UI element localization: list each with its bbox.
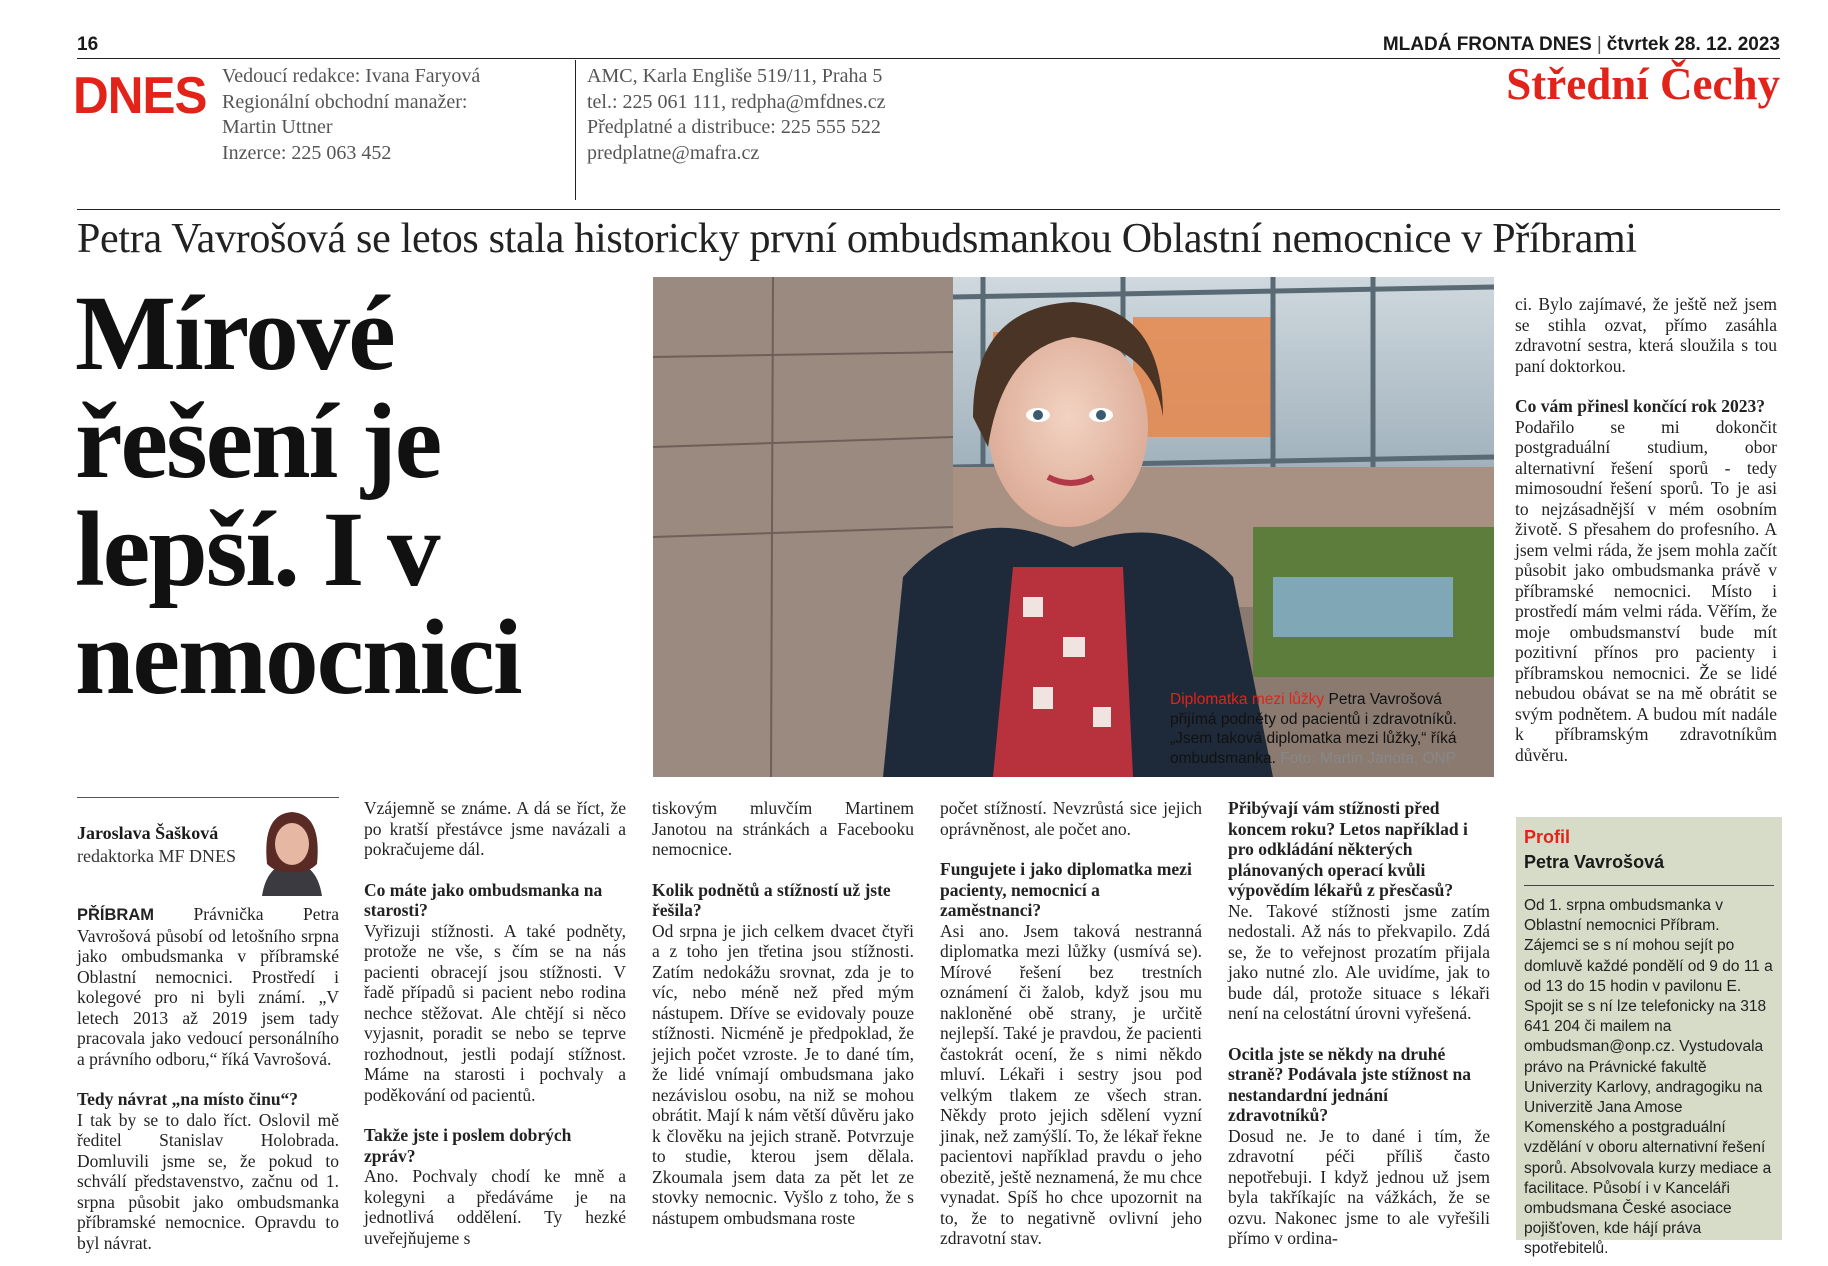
question: Tedy návrat „na místo činu“? (77, 1089, 299, 1109)
contact-line: Předplatné a distribuce: 225 555 522 (587, 116, 881, 138)
page-number: 16 (77, 34, 99, 55)
question: Kolik podnětů a stížností už jste řešila? (652, 879, 891, 920)
contact-line: predplatne@mafra.cz (587, 141, 760, 164)
staff-line: Inzerce: 225 063 452 (222, 141, 392, 164)
header-divider (575, 60, 576, 200)
staff-box (222, 64, 480, 166)
region-title: Střední Čechy (1506, 59, 1780, 109)
paragraph: Vzájemně se známe. A dá se říct, že po kratší přestávce jsme navázali a pokračujeme dál. (364, 798, 626, 859)
article-column-3 (652, 798, 914, 1228)
contact-box (587, 64, 886, 166)
dateline: PŘÍBRAM (77, 906, 154, 924)
author-avatar (247, 804, 337, 896)
article-kicker: Petra Vavrošová se letos stala historicky první ombudsmankou Oblastní nemocnice v Příbrami (77, 216, 1637, 262)
staff-line: Regionální obchodní manažer: (222, 90, 468, 113)
caption-label: Diplomatka mezi lůžky (1170, 691, 1325, 708)
staff-line: Vedoucí redakce: Ivana Faryová (222, 65, 481, 87)
answer: Asi ano. Jsem taková nestranná diplomatka mezi lůžky (usmívá se). Mírové řešení bez trestních oznámení či žalob, když jsou mu nakloněné obě strany, je určitě nejlepší. Také je pravdou, že pacienti častokrát ocení, že s nimi někdo mluví. Lékaři i sestry jsou pod velkým tlakem ze všech stran. Někdy proto jejich sdělení vyzní jinak, než zamýšlí. To, že lékař řekne pacientovi například pravdu o jeho obezitě, ještě neznamená, že mu chce vynadat. Spíš ho chce upozornit na to, že to negativně ovlivní jeho zdravotní stav. (940, 920, 1202, 1248)
profile-name: Petra Vavrošová (1524, 852, 1665, 872)
publication-name: MLADÁ FRONTA DNES (1382, 34, 1592, 55)
answer: Dosud ne. Je to dané i tím, že zdravotní péči příliš často nepotřebuji. I když jednou už jsem byla takříkajíc na vážkách, že se ozvu. Nakonec jsme to ale vyřešili přímo v ordina- (1228, 1125, 1490, 1248)
article-column-2 (364, 798, 626, 1248)
article-column-1 (77, 904, 339, 1253)
question: Co máte jako ombudsmanka na starosti? (364, 879, 603, 920)
author-box (77, 797, 339, 897)
contact-line: AMC, Karla Engliše 519/11, Praha 5 (587, 65, 883, 87)
masthead: MLADÁ FRONTA DNES | čtvrtek 28. 12. 2023 (1382, 34, 1780, 55)
question: Fungujete i jako diplomatka mezi pacienty, nemocnicí a zaměstnanci? (940, 859, 1192, 920)
answer: Ne. Takové stížnosti jsme zatím nedostali. Až nás to překvapilo. Zdá se, že to veřejnost prozatím přijala jako nutné zlo. Ale uvidíme, jak to bude dál, protože situace s lékaři není na celostátní úrovni vyřešená. (1228, 900, 1490, 1023)
author-role: redaktorka MF DNES (77, 846, 236, 866)
paragraph: tiskovým mluvčím Martinem Janotou na stránkách a Facebooku nemocnice. (652, 798, 914, 859)
question: Ocitla jste se někdy na druhé straně? Podávala jste stížnost na nestandardní jednání zdravotníků? (1228, 1043, 1472, 1125)
photo-caption (1170, 690, 1492, 768)
answer: Od srpna je jich celkem dvacet čtyři a z toho jen třetina jsou stížnosti. Zatím nedokážu srovnat, zda je to víc, nebo méně než před mým nástupem. Dříve se evidovaly pouze stížnosti. Nicméně je předpoklad, že jejich počet vzroste. Je to dané tím, že lidé vnímají ombudsmana jako nezávislou osobu, na niž se mohou obrátit. Mají k nám větší důvěru jako k člověku na jejich straně. Potvrzuje to studie, kterou jsem dělala. Zkoumala jsem data za pět let ze stovky nemocnic. Vyšlo z toho, že s nástupem ombudsmana roste (652, 920, 914, 1228)
article-headline: Mírové řešení je lepší. I v nemocnici (75, 275, 521, 717)
contact-line: tel.: 225 061 111, redpha@mfdnes.cz (587, 90, 886, 113)
article-column-5 (1228, 798, 1490, 1249)
profile-text: Od 1. srpna ombudsmanka v Oblastní nemocnici Příbram. Zájemci se s ní mohou sejít po domluvě každé pondělí od 9 do 11 a od 13 do 15 hodin v pavilonu E. Spojit se s ní lze telefonicky na 318 641 204 či mailem na ombudsman@onp.cz. Vystudovala právo na Právnické fakultě Univerzity Karlovy, andragogiku na Univerzitě Jana Amose Komenského a postgraduální vzdělání v oboru alternativní řešení sporů. Absolvovala kurzy mediace a facilitace. Působí i v Kanceláři ombudsmana České asociace pojišťoven, kde hájí práva spotřebitelů. (1524, 897, 1773, 1258)
author-name: Jaroslava Šašková (77, 823, 219, 843)
answer: Vyřizuji stížnosti. A také podněty, protože ne vše, s čím se na nás pacienti obracejí jsou stížnosti. V řadě případů si pacient nebo rodina nechce stěžovat. Ale chtějí si něco vyjasnit, poradit se nebo se teprve rozhodnout, jestli podají stížnost. Máme na starosti i pochvaly a poděkování od pacientů. (364, 920, 626, 1105)
article-column-4 (940, 798, 1202, 1249)
profile-divider (1524, 885, 1774, 886)
question: Co vám přinesl končící rok 2023? (1515, 396, 1766, 416)
dnes-logo: DNES (73, 67, 207, 125)
caption-credit: Foto: Martin Janota, ONP (1275, 749, 1457, 767)
profile-label: Profil (1524, 827, 1571, 847)
issue-date: čtvrtek 28. 12. 2023 (1606, 34, 1780, 55)
paragraph: ci. Bylo zajímavé, že ještě než jsem se stihla ozvat, přímo zasáhla zdravotní sestra, která sloužila s tou paní doktorkou. (1515, 294, 1777, 376)
question: Přibývají vám stížnosti před koncem roku? Letos například i pro odkládání některých plánovaných operací kvůli výpovědím lékařů z přesčasů? (1228, 798, 1468, 900)
answer: Ano. Pochvaly chodí ke mně a kolegyni a předáváme je na jednotlivá oddělení. Ty hezké uveřejňujeme s (364, 1166, 626, 1248)
answer: I tak by se to dalo říct. Oslovil mě ředitel Stanislav Holobrada. Domluvili jsme se, že pokud to schválí představenstvo, začnu od 1. srpna působit jako ombudsmanka příbramské nemocnice. Opravdu to byl návrat. (77, 1109, 339, 1253)
paragraph: počet stížností. Nevzrůstá sice jejich oprávněnost, ale počet ano. (940, 798, 1202, 839)
profile-box (1516, 817, 1782, 1258)
section-rule (77, 209, 1780, 210)
article-column-6 (1515, 294, 1777, 765)
caption-text: Petra Vavrošová přijímá podněty od pacientů i zdravotníků. „Jsem taková diplomatka mezi lůžky,“ říká ombudsmanka. (1170, 691, 1457, 767)
question: Takže jste i poslem dobrých zpráv? (364, 1125, 572, 1166)
lead-paragraph: Právnička Petra Vavrošová působí od letošního srpna jako ombudsmanka v příbramské Oblastní nemocnici. Prostředí i kolegové pro ni byli známí. „V letech 2013 až 2019 jsem tady pracovala jako vedoucí personálního a právního odboru,“ říká Vavrošová. (77, 904, 339, 1069)
answer: Podařilo se mi dokončit postgraduální studium, obor alternativní řešení sporů - tedy mimosoudní řešení sporů. To je asi to nejzásadnější v mém osobním životě. S přesahem do profesního. A jsem velmi ráda, že jsem mohla začít působit jako ombudsmanka právě v příbramské nemocnici. Místo i prostředí mám velmi ráda. Věřím, že moje ombudsmanství bude mít pozitivní přínos pro pacienty i příbramskou nemocnici. Že se lidé nebudou obávat se na mě obrátit se svým podnětem. A budou mít nadále k příbramským zdravotníkům důvěru. (1515, 416, 1777, 765)
staff-line: Martin Uttner (222, 116, 333, 138)
